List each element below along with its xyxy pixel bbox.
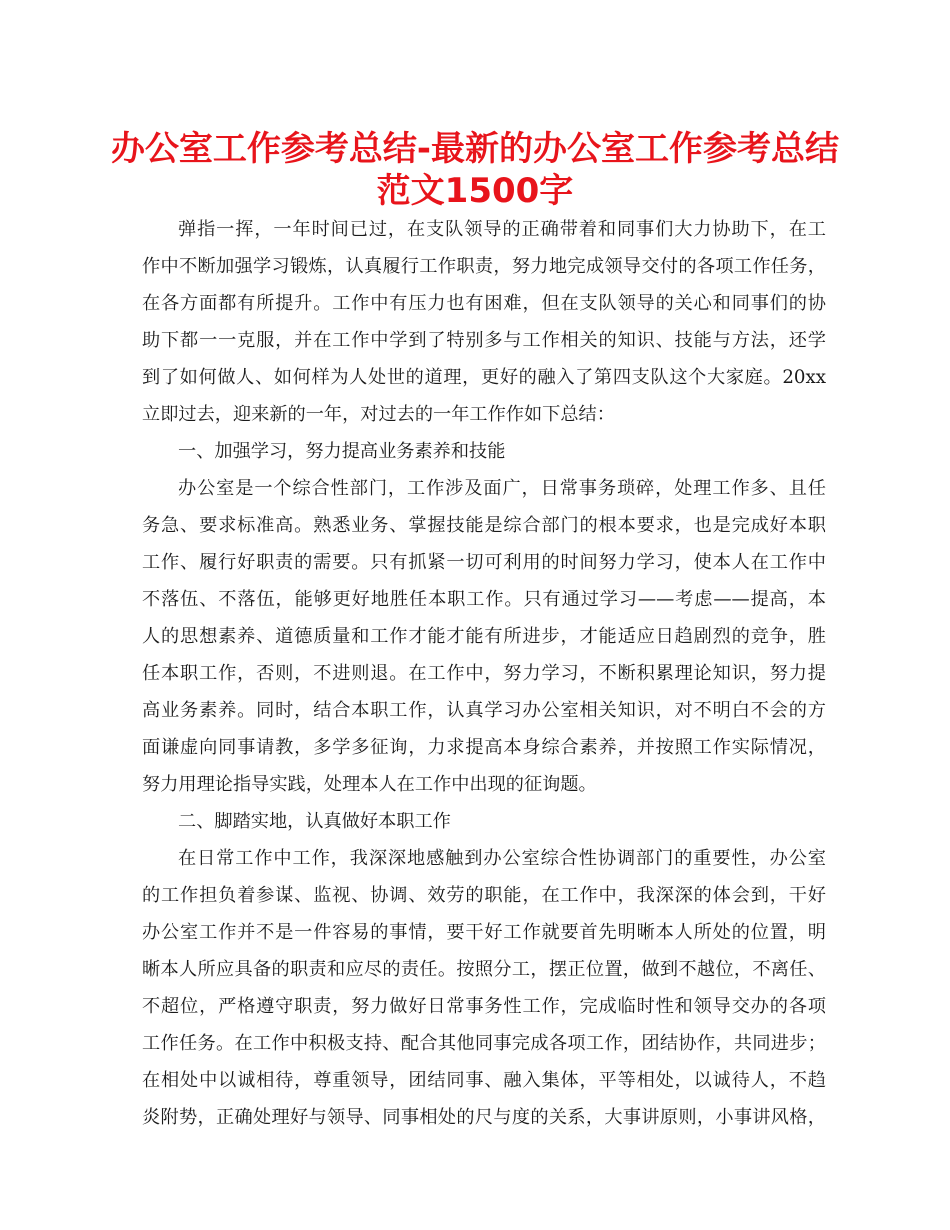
paragraph-line: 高业务素养。同时，结合本职工作，认真学习办公室相关知识，对不明白不会的方: [142, 700, 826, 721]
paragraph-line: 作中不断加强学习锻炼，认真履行工作职责，努力地完成领导交付的各项工作任务，: [142, 256, 826, 277]
paragraph-line: 弹指一挥，一年时间已过，在支队领导的正确带着和同事们大力协助下，在工: [178, 219, 826, 240]
paragraph-line: 办公室工作并不是一件容易的事情，要干好工作就要首先明晰本人所处的位置，明: [142, 922, 826, 943]
document-title-line-1: 办公室工作参考总结-最新的办公室工作参考总结: [110, 129, 840, 169]
section-heading: 二、脚踏实地，认真做好本职工作: [178, 811, 451, 832]
paragraph-line: 努力用理论指导实践，处理本人在工作中出现的征询题。: [142, 774, 597, 795]
paragraph-line: 在相处中以诚相待，尊重领导，团结同事、融入集体，平等相处，以诚待人，不趋: [142, 1070, 826, 1091]
paragraph-line: 面谦虚向同事请教，多学多征询，力求提高本身综合素养，并按照工作实际情况，: [142, 737, 826, 758]
paragraph-line: 的工作担负着参谋、监视、协调、效劳的职能，在工作中，我深深的体会到，干好: [142, 885, 826, 906]
paragraph-line: 任本职工作，否则，不进则退。在工作中，努力学习，不断积累理论知识，努力提: [142, 663, 826, 684]
paragraph-line: 立即过去，迎来新的一年，对过去的一年工作作如下总结：: [142, 404, 615, 425]
paragraph-line: 不超位，严格遵守职责，努力做好日常事务性工作，完成临时性和领导交办的各项: [142, 996, 826, 1017]
document-title-line-2: 范文1500字: [376, 171, 574, 211]
paragraph-line: 助下都一一克服，并在工作中学到了特别多与工作相关的知识、技能与方法，还学: [142, 330, 826, 351]
paragraph-line: 工作、履行好职责的需要。只有抓紧一切可利用的时间努力学习，使本人在工作中: [142, 552, 826, 573]
paragraph-line: 在日常工作中工作，我深深地感触到办公室综合性协调部门的重要性，办公室: [178, 848, 826, 869]
paragraph-line: 人的思想素养、道德质量和工作才能才能有所进步，才能适应日趋剧烈的竞争，胜: [142, 626, 826, 647]
section-heading: 一、加强学习，努力提高业务素养和技能: [178, 441, 506, 462]
paragraph-line: 在各方面都有所提升。工作中有压力也有困难，但在支队领导的关心和同事们的协: [142, 293, 826, 314]
paragraph-line: 到了如何做人、如何样为人处世的道理，更好的融入了第四支队这个大家庭。20xx: [142, 367, 826, 388]
paragraph-line: 办公室是一个综合性部门，工作涉及面广，日常事务琐碎，处理工作多、且任: [178, 478, 826, 499]
paragraph-line: 晰本人所应具备的职责和应尽的责任。按照分工，摆正位置，做到不越位，不离任、: [142, 959, 826, 980]
paragraph-line: 工作任务。在工作中积极支持、配合其他同事完成各项工作，团结协作，共同进步；: [142, 1033, 826, 1054]
paragraph-line: 务急、要求标准高。熟悉业务、掌握技能是综合部门的根本要求，也是完成好本职: [142, 515, 826, 536]
paragraph-line: 不落伍、不落伍，能够更好地胜任本职工作。只有通过学习——考虑——提高，本: [142, 589, 826, 610]
paragraph-line: 炎附势，正确处理好与领导、同事相处的尺与度的关系，大事讲原则，小事讲风格，: [142, 1107, 826, 1128]
